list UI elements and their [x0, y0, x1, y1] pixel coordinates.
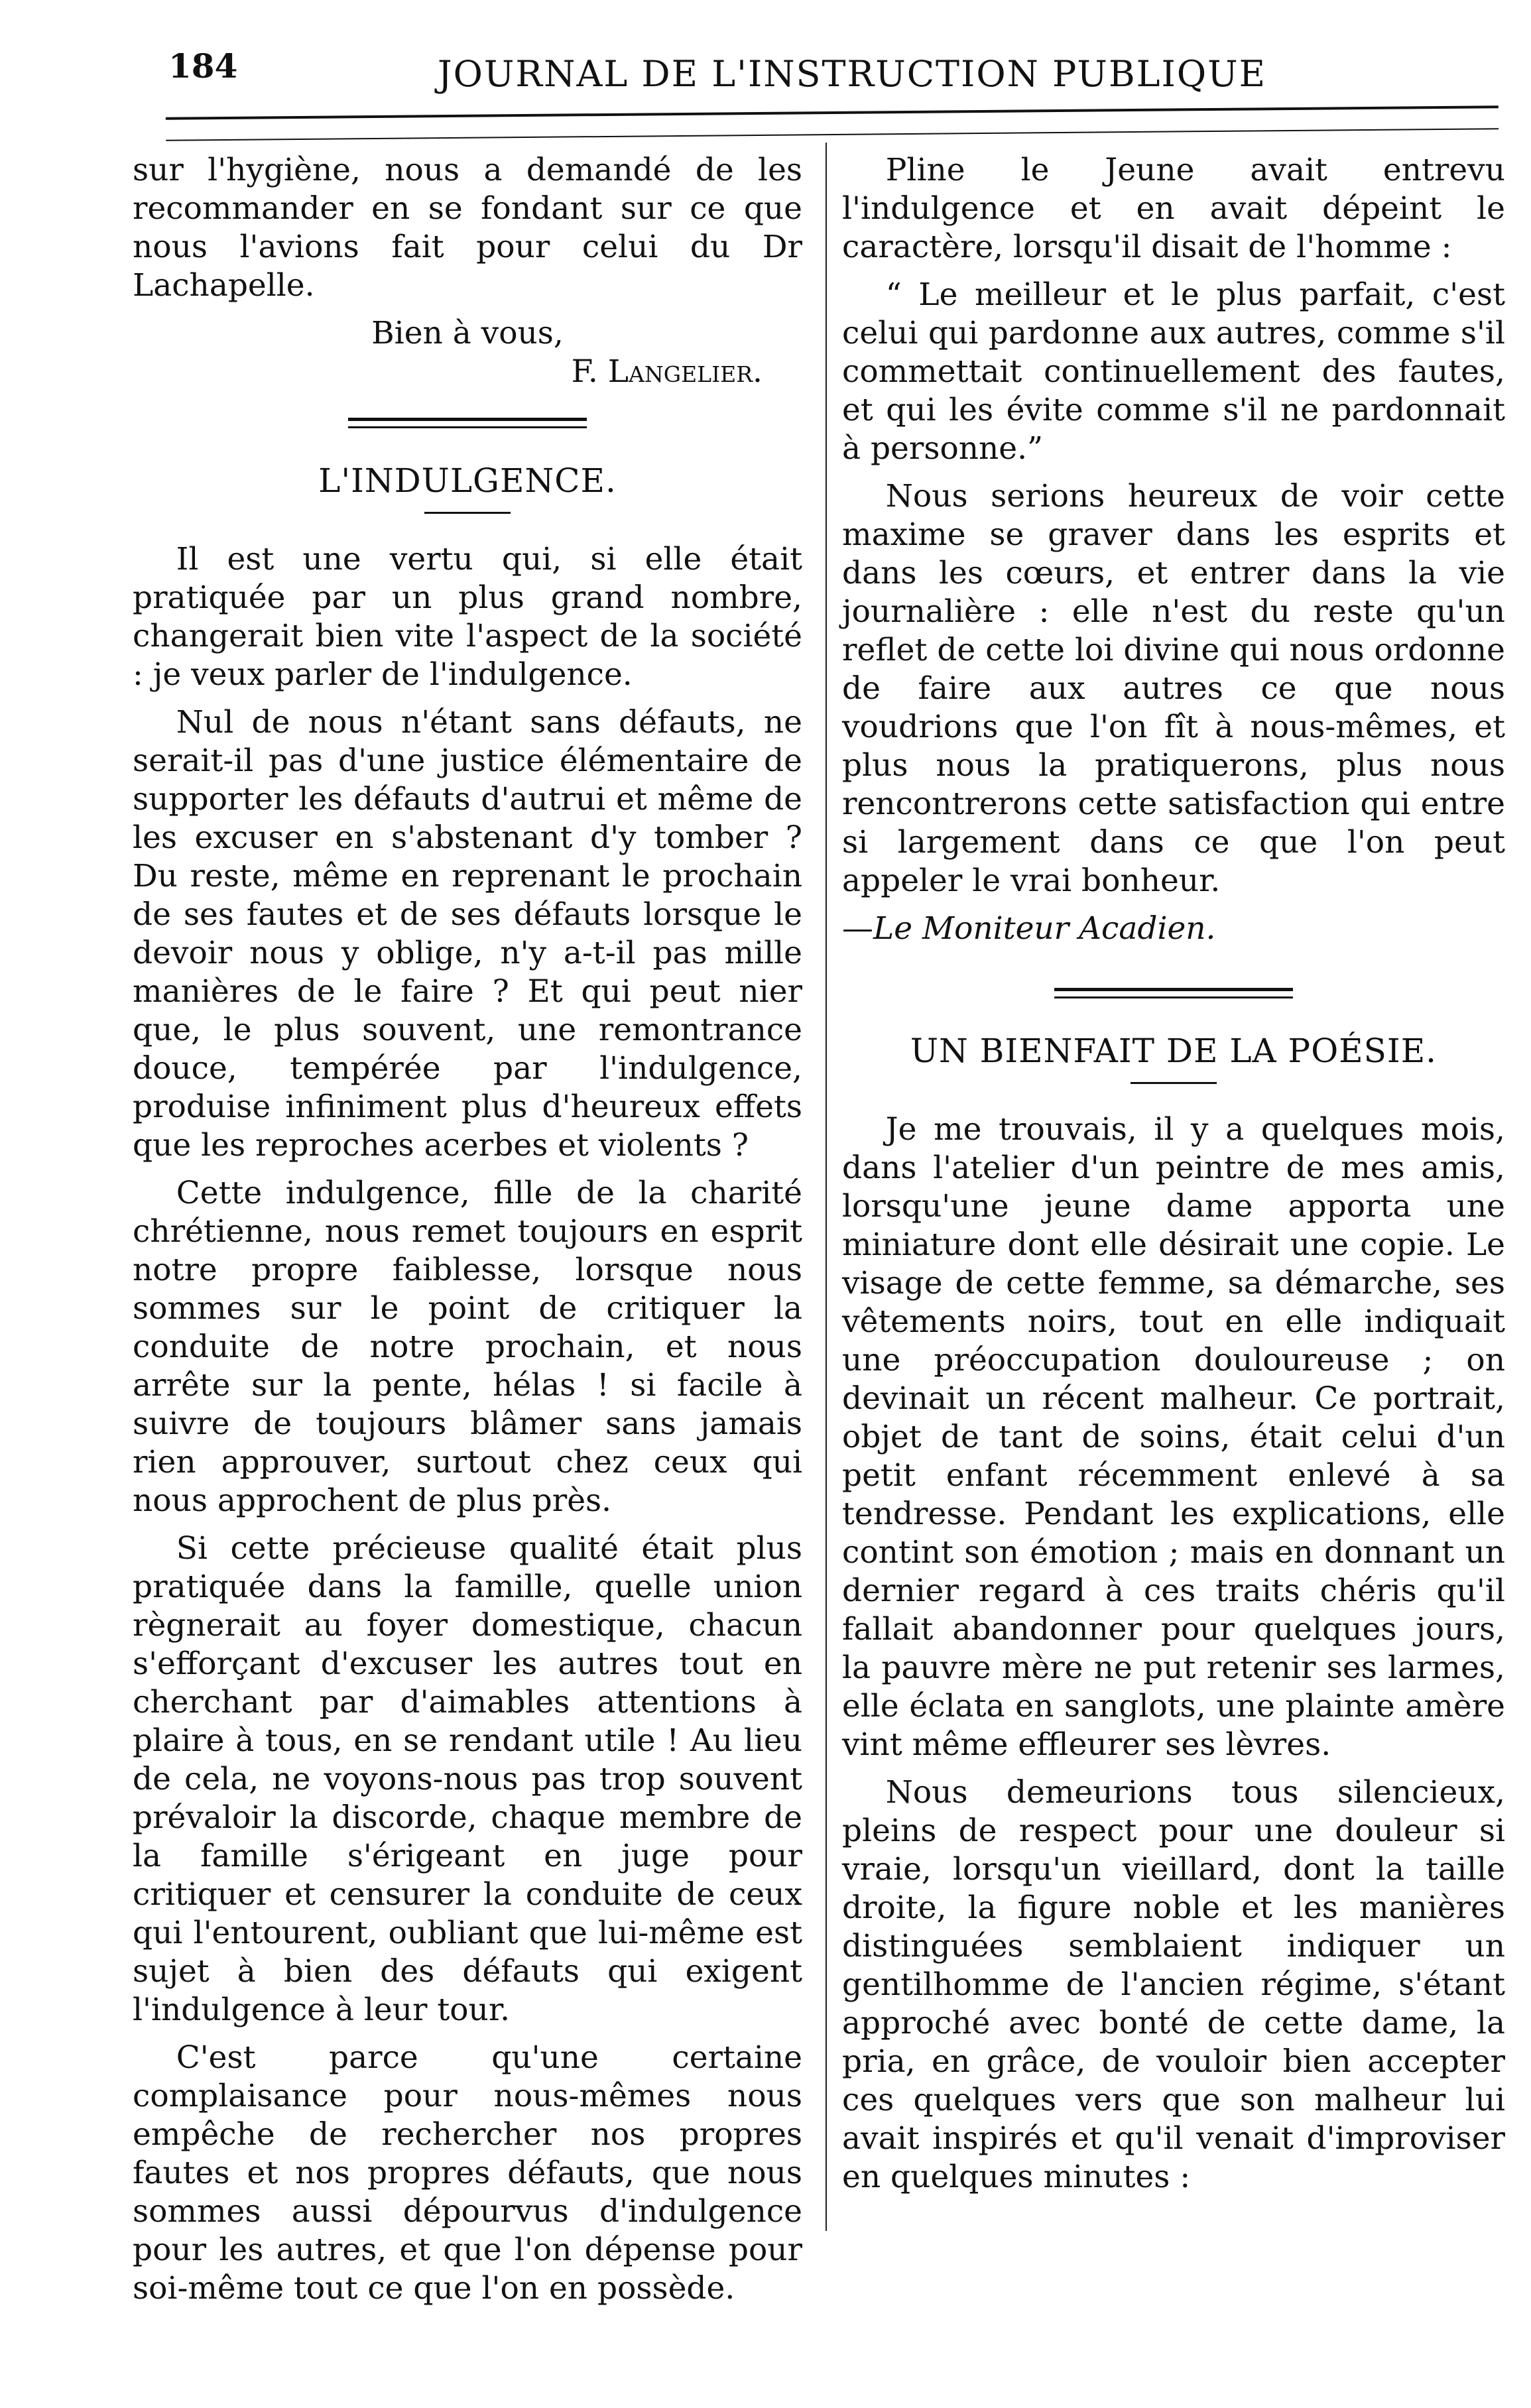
title-rule	[1131, 1082, 1217, 1084]
article-title: UN BIENFAIT DE LA POÉSIE.	[910, 1032, 1438, 1070]
left-column	[133, 151, 802, 2317]
paragraph: Si cette précieuse qualité était plus pratiquée dans la famille, quelle union règnerait au foyer domestique, chacun s'efforçant d'excuser les autres tout en cherchant par d'aimables attentions à plaire à tous, en se rendant utile ! Au lieu de cela, ne voyons-nous pas trop souvent prévaloir la discorde, chaque membre de la famille s'érigeant en juge pour critiquer et censurer la conduite de ceux qui l'entourent, oubliant que lui-même est sujet à bien des défauts qui exigent l'indulgence à leur tour.	[133, 1530, 802, 2028]
letter-signature: F. Langelier.	[571, 353, 763, 390]
paragraph: Je me trouvais, il y a quelques mois, dans l'atelier d'un peintre de mes amis, lorsqu'une jeune dame apporta une miniature dont elle désirait une copie. Le visage de cette femme, sa démarche, ses vêtements noirs, tout en elle indiquait une préoccupation douloureuse ; on devinait un récent malheur. Ce portrait, objet de tant de soins, était celui d'un petit enfant récemment enlevé à sa tendresse. Pendant les explications, elle contint son émotion ; mais en donnant un dernier regard à ces traits chéris qu'il fallait abandonner pour quelques jours, la pauvre mère ne put retenir ses larmes, elle éclata en sanglots, une plainte amère vint même effleurer ses lèvres.	[842, 1111, 1505, 1763]
section-separator	[1054, 988, 1293, 998]
column-divider	[826, 143, 827, 2231]
page-number: 184	[168, 46, 238, 86]
section-separator	[348, 418, 587, 428]
letter-continuation: sur l'hygiène, nous a demandé de les recommander en se fondant sur ce que nous l'avions fait pour celui du Dr Lachapelle.	[133, 152, 802, 304]
journal-title: JOURNAL DE L'INSTRUCTION PUBLIQUE	[438, 53, 1267, 95]
paragraph: Nous demeurions tous silencieux, pleins de respect pour une douleur si vraie, lorsqu'un vieillard, dont la taille droite, la figure noble et les manières distinguées semblaient indiquer un gentilhomme de l'ancien régime, s'étant approché avec bonté de cette dame, la pria, en grâce, de vouloir bien accepter ces quelques vers que son malheur lui avait inspirés et qu'il venait d'improviser en quelques minutes :	[842, 1774, 1505, 2195]
paragraph: Pline le Jeune avait entrevu l'indulgence et en avait dépeint le caractère, lorsqu'il disait de l'homme :	[842, 152, 1505, 265]
paragraph: C'est parce qu'une certaine complaisance pour nous-mêmes nous empêche de rechercher nos propres fautes et nos propres défauts, que nous sommes aussi dépourvus d'indulgence pour les autres, et que l'on dépense pour soi-même tout ce que l'on en possède.	[133, 2039, 802, 2307]
right-column	[842, 151, 1505, 2206]
page-header	[159, 40, 1339, 119]
article-source: —Le Moniteur Acadien.	[842, 910, 1216, 947]
article-title: L'INDULGENCE.	[318, 461, 617, 500]
paragraph: Il est une vertu qui, si elle était pratiquée par un plus grand nombre, changerait bien vite l'aspect de la société : je veux parler de l'indulgence.	[133, 541, 802, 693]
title-rule	[424, 512, 511, 514]
paragraph: Nul de nous n'étant sans défauts, ne serait-il pas d'une justice élémentaire de supporter les défauts d'autrui et même de les excuser en s'abstenant d'y tomber ? Du reste, même en reprenant le prochain de ses fautes et de ses défauts lorsque le devoir nous y oblige, n'y a-t-il pas mille manières de le faire ? Et qui peut nier que, le plus souvent, une remontrance douce, tempérée par l'indulgence, produise infiniment plus d'heureux effets que les reproches acerbes et violents ?	[133, 704, 802, 1164]
paragraph: Nous serions heureux de voir cette maxime se graver dans les esprits et dans les cœurs, et entrer dans la vie journalière : elle n'est du reste qu'un reflet de cette loi divine qui nous ordonne de faire aux autres ce que nous voudrions que l'on fît à nous-mêmes, et plus nous la pratiquerons, plus nous rencontrerons cette satisfaction qui entre si largement dans ce que l'on peut appeler le vrai bonheur.	[842, 478, 1505, 899]
letter-closing: Bien à vous,	[371, 315, 564, 351]
paragraph: Cette indulgence, fille de la charité chrétienne, nous remet toujours en esprit notre propre faiblesse, lorsque nous sommes sur le point de critiquer la conduite de notre prochain, et nous arrête sur la pente, hélas ! si facile à suivre de toujours blâmer sans jamais rien approuver, surtout chez ceux qui nous approchent de plus près.	[133, 1175, 802, 1519]
quote-paragraph: “ Le meilleur et le plus parfait, c'est celui qui pardonne aux autres, comme s'il commettait continuellement des fautes, et qui les évite comme s'il ne pardonnait à personne.”	[842, 276, 1505, 467]
